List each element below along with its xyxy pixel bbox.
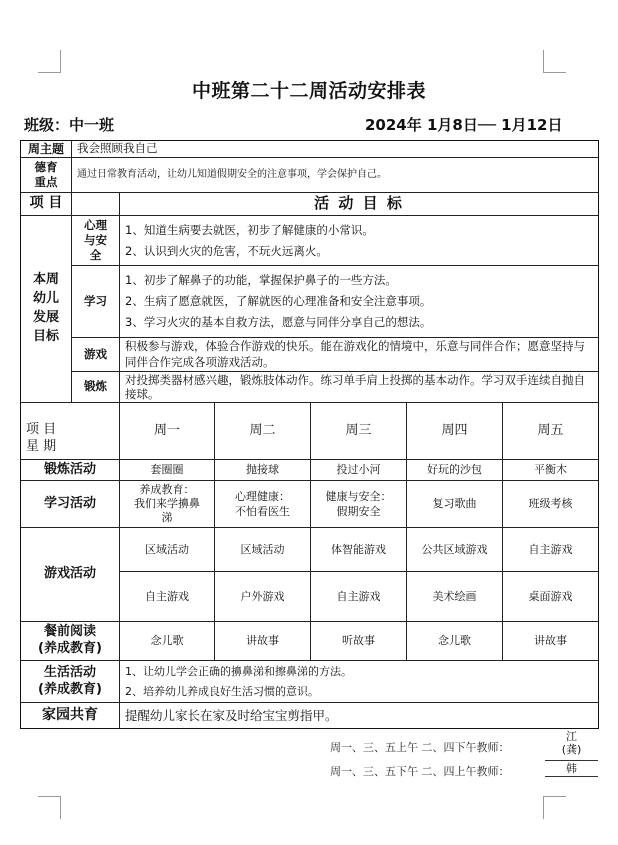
class-label: 班级：中一班 (24, 116, 115, 134)
goal-area-label-line: 与安 (84, 233, 107, 248)
corner-header-line: 星 期 (26, 439, 57, 455)
row-label-line: (养成教育) (38, 641, 102, 656)
teacher-1 (545, 730, 598, 761)
goal-items-learning (119, 265, 599, 338)
home-value: 提醒幼儿家长在家及时给宝宝剪指甲。 (119, 702, 599, 729)
goal-area-exercise: 锻炼 (71, 371, 120, 403)
teacher-2: 韩 (545, 762, 598, 777)
goal-items-psychology-safety (119, 215, 599, 266)
crop-mark-bottom-left (38, 796, 61, 819)
moral-label-line: 重点 (34, 175, 58, 189)
cell-line: 假期安全 (336, 505, 381, 518)
games-am-thu: 公共区域游戏 (406, 527, 503, 572)
learning-fri: 班级考核 (502, 480, 599, 528)
learning-wed (310, 480, 407, 528)
cell-line: 养成教育： (139, 482, 195, 496)
goals-section-label (20, 215, 72, 403)
reading-mon: 念儿歌 (119, 621, 215, 661)
moral-label-line: 德育 (34, 160, 58, 175)
goal-item: 1、初步了解鼻子的功能，掌握保护鼻子的一些方法。 (125, 272, 397, 287)
schedule-corner-header (20, 402, 120, 460)
crop-mark-top-left (38, 50, 61, 73)
goal-item: 3、学习火灾的基本自救方法，愿意与同伴分享自己的想法。 (125, 315, 432, 330)
games-pm-thu: 美术绘画 (406, 571, 503, 622)
day-header-thu: 周四 (406, 402, 503, 460)
row-label-learning: 学习活动 (20, 480, 120, 528)
teacher-1-line: 江 (566, 730, 577, 743)
goals-section-label-line: 本周 (32, 272, 59, 288)
games-pm-mon: 自主游戏 (119, 571, 215, 622)
goal-items-games: 积极参与游戏，体验合作游戏的快乐。能在游戏化的情境中，乐意与同伴合作；愿意坚持与同伴合作完成各项游戏活动。 (119, 337, 599, 372)
goal-area-games: 游戏 (71, 337, 120, 372)
cell-line: 心理健康： (235, 489, 290, 503)
exercise-wed: 投过小河 (310, 459, 407, 481)
goal-item: 2、认识到火灾的危害，不玩火远离火。 (125, 243, 328, 258)
games-pm-tue: 户外游戏 (214, 571, 311, 622)
games-am-mon: 区域活动 (119, 527, 215, 572)
games-pm-fri: 桌面游戏 (502, 571, 599, 622)
learning-thu: 复习歌曲 (406, 480, 503, 528)
life-items (119, 660, 599, 703)
exercise-fri: 平衡木 (502, 459, 599, 481)
cell-line: 健康与安全： (325, 489, 392, 503)
row-label-games: 游戏活动 (20, 527, 120, 622)
footer-line-2: 周一、三、五下午 二、四上午教师： (330, 765, 510, 778)
moral-value: 通过日常教育活动，让幼儿知道假期安全的注意事项，学会保护自己。 (71, 157, 599, 193)
goals-item-header: 项 目 (20, 192, 72, 216)
row-label-line: (养成教育) (38, 681, 102, 697)
learning-tue (214, 480, 311, 528)
date-range: 2024年 1月8日── 1月12日 (365, 116, 563, 134)
row-label-line: 餐前阅读 (43, 624, 96, 640)
theme-label: 周主题 (20, 140, 72, 158)
corner-header-line: 项 目 (26, 422, 57, 438)
goals-blank-header (71, 192, 120, 216)
reading-wed: 听故事 (310, 621, 407, 661)
goals-header: 活 动 目 标 (119, 192, 599, 216)
goal-item: 1、知道生病要去就医，初步了解健康的小常识。 (125, 222, 374, 237)
moral-label (20, 157, 72, 193)
row-label-life (20, 660, 120, 703)
learning-mon (119, 480, 215, 528)
teacher-1-line: (龚) (561, 743, 582, 757)
exercise-thu: 好玩的沙包 (406, 459, 503, 481)
goals-section-label-line: 幼儿 (32, 291, 59, 307)
reading-thu: 念儿歌 (406, 621, 503, 661)
day-header-wed: 周三 (310, 402, 407, 460)
day-header-fri: 周五 (502, 402, 599, 460)
life-item: 2、培养幼儿养成良好生活习惯的意识。 (125, 684, 319, 698)
cell-line: 我们来学擤鼻 (134, 496, 200, 510)
goal-area-learning: 学习 (71, 265, 120, 338)
crop-mark-top-right (543, 50, 566, 73)
goal-area-psychology-safety (71, 215, 120, 266)
goals-section-label-line: 发展 (32, 310, 59, 325)
row-label-exercise: 锻炼活动 (20, 459, 120, 481)
cell-line: 涕 (161, 511, 173, 525)
goal-items-exercise: 对投掷类器材感兴趣，锻炼肢体动作。练习单手肩上投掷的基本动作。学习双手连续自抛自接球。 (119, 371, 599, 403)
reading-tue: 讲故事 (214, 621, 311, 661)
goals-section-label-line: 目标 (32, 328, 59, 344)
crop-mark-bottom-right (543, 796, 566, 819)
day-header-mon: 周一 (119, 402, 215, 460)
goal-area-label-line: 心理 (84, 218, 107, 233)
games-pm-wed: 自主游戏 (310, 571, 407, 622)
goal-area-label-line: 全 (89, 247, 102, 262)
day-header-tue: 周二 (214, 402, 311, 460)
games-am-wed: 体智能游戏 (310, 527, 407, 572)
cell-line: 不怕看医生 (235, 505, 290, 518)
footer-line-1: 周一、三、五上午 二、四下午教师： (330, 741, 510, 754)
reading-fri: 讲故事 (502, 621, 599, 661)
exercise-mon: 套圈圈 (119, 459, 215, 481)
exercise-tue: 抛接球 (214, 459, 311, 481)
games-am-fri: 自主游戏 (502, 527, 599, 572)
row-label-reading (20, 621, 120, 661)
games-am-tue: 区域活动 (214, 527, 311, 572)
row-label-home: 家园共育 (20, 702, 120, 729)
goal-item: 2、生病了愿意就医，了解就医的心理准备和安全注意事项。 (125, 293, 432, 308)
theme-value: 我会照顾我自己 (71, 140, 599, 158)
document-title: 中班第二十二周活动安排表 (191, 80, 426, 102)
life-item: 1、让幼儿学会正确的擤鼻涕和擦鼻涕的方法。 (125, 665, 352, 679)
row-label-line: 生活活动 (43, 664, 96, 680)
